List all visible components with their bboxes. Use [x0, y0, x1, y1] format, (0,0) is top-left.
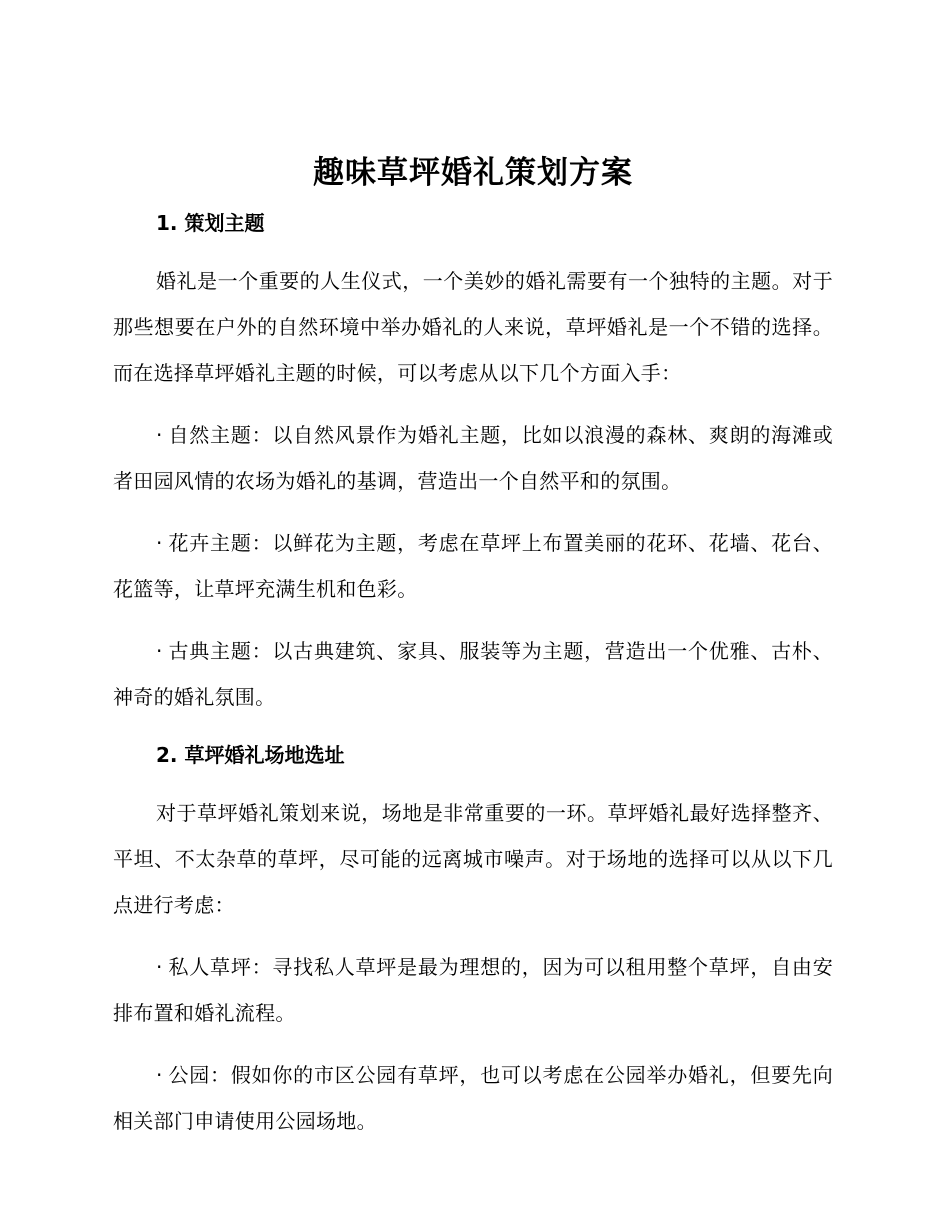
document-page	[113, 140, 833, 1160]
section-1-bullet-3	[113, 628, 833, 720]
bullet-text: 公园：假如你的市区公园有草坪，也可以考虑在公园举办婚礼，但要先向相关部门申请使用公园场地。	[113, 1063, 833, 1133]
section-heading-1: 1. 策划主题	[156, 211, 265, 235]
section-1-intro: 婚礼是一个重要的人生仪式，一个美妙的婚礼需要有一个独特的主题。对于那些想要在户外的自然环境中举办婚礼的人来说，草坪婚礼是一个不错的选择。而在选择草坪婚礼主题的时候，可以考虑从以下几个方面入手：	[113, 269, 833, 385]
document-title: 趣味草坪婚礼策划方案	[313, 155, 633, 191]
section-1-bullet-1	[113, 412, 833, 504]
section-2-bullet-1	[113, 944, 833, 1036]
bullet-text: 花卉主题：以鲜花为主题，考虑在草坪上布置美丽的花环、花墙、花台、花篮等，让草坪充满生机和色彩。	[113, 531, 833, 601]
bullet-dot-icon: ·	[156, 639, 163, 663]
section-2-bullet-2	[113, 1052, 833, 1144]
bullet-dot-icon: ·	[156, 1063, 163, 1087]
bullet-dot-icon: ·	[156, 531, 163, 555]
bullet-text: 古典主题：以古典建筑、家具、服装等为主题，营造出一个优雅、古朴、神奇的婚礼氛围。	[113, 639, 833, 709]
bullet-dot-icon: ·	[156, 955, 163, 979]
section-1-bullet-2	[113, 520, 833, 612]
bullet-text: 自然主题：以自然风景作为婚礼主题，比如以浪漫的森林、爽朗的海滩或者田园风情的农场为婚礼的基调，营造出一个自然平和的氛围。	[113, 423, 833, 493]
section-heading-2: 2. 草坪婚礼场地选址	[156, 743, 345, 767]
section-2-intro: 对于草坪婚礼策划来说，场地是非常重要的一环。草坪婚礼最好选择整齐、平坦、不太杂草的草坪，尽可能的远离城市噪声。对于场地的选择可以从以下几点进行考虑：	[113, 801, 833, 917]
bullet-text: 私人草坪：寻找私人草坪是最为理想的，因为可以租用整个草坪，自由安排布置和婚礼流程。	[113, 955, 833, 1025]
bullet-dot-icon: ·	[156, 423, 163, 447]
